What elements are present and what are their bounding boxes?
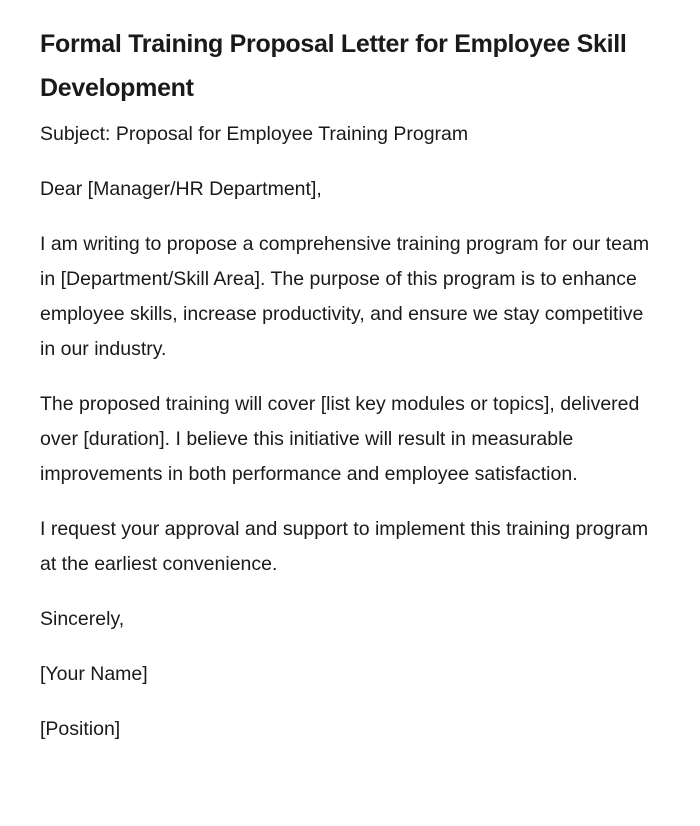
signature-name: [Your Name] [40, 663, 148, 685]
body-paragraph: I request your approval and support to implement this training program at the earliest convenience. [40, 518, 649, 575]
body-paragraph: The proposed training will cover [list key modules or topics], delivered over [duration]. I believe this initiative will result in measurable improvements in both performance and employee satisfaction. [40, 393, 640, 485]
closing: Sincerely, [40, 608, 125, 630]
body-paragraph: I am writing to propose a comprehensive training program for our team in [Department/Skill Area]. The purpose of this program is to enhance employee skills, increase productivity, and ensure we stay competitive in our industry. [40, 233, 650, 360]
subject-line: Subject: Proposal for Employee Training Program [40, 123, 469, 145]
document-title: Formal Training Proposal Letter for Employee Skill Development [40, 30, 627, 102]
signature-position: [Position] [40, 718, 121, 740]
salutation: Dear [Manager/HR Department], [40, 178, 322, 200]
